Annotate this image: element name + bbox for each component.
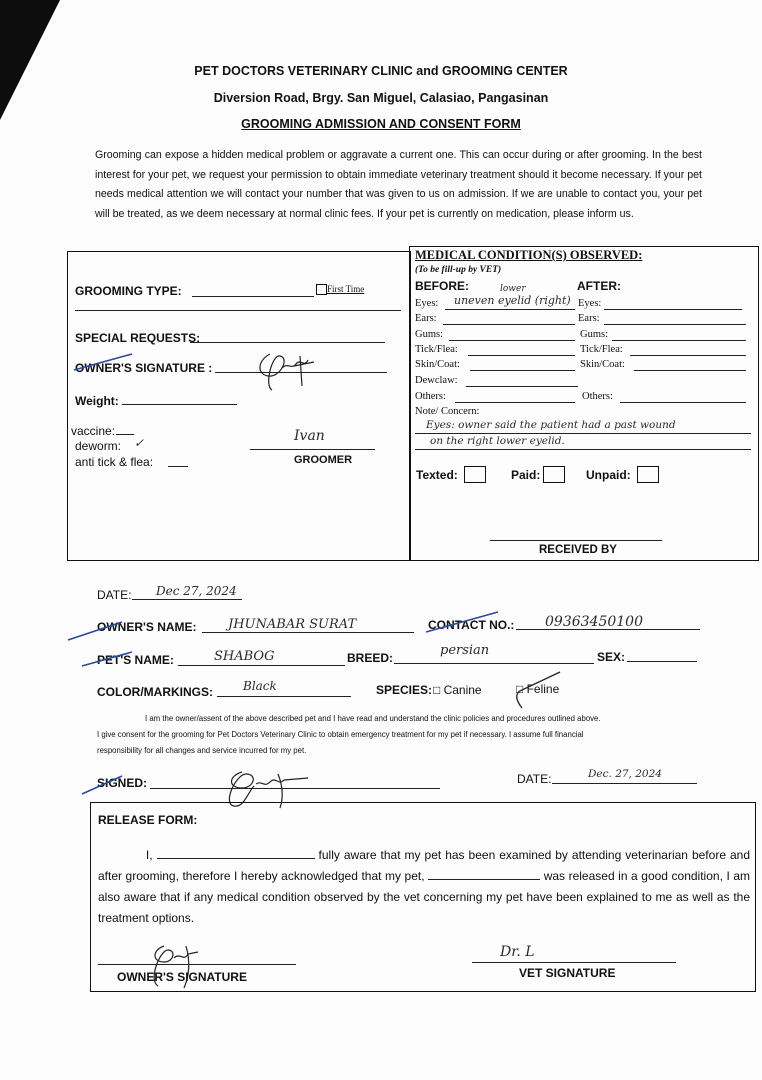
others-after-label: Others: (582, 391, 613, 402)
received-by-label: RECEIVED BY (539, 544, 617, 556)
date2-field[interactable] (552, 783, 697, 784)
others-before-label: Others: (415, 391, 446, 402)
first-time-label: First Time (327, 284, 365, 294)
skin-after-field[interactable] (634, 370, 746, 371)
paid-label: Paid: (511, 468, 541, 482)
received-by-field[interactable] (490, 540, 662, 541)
eyes-after-label: Eyes: (578, 298, 602, 309)
grooming-type-label: GROOMING TYPE: (75, 284, 182, 298)
eyes-before-field[interactable] (445, 309, 575, 310)
release-text (98, 845, 750, 929)
note-line-2: on the right lower eyelid. (430, 435, 565, 447)
sex-field[interactable] (627, 661, 697, 662)
after-label: AFTER: (577, 279, 621, 293)
deworm-label: deworm: (75, 439, 122, 453)
release-owner-signature-scribble (140, 940, 210, 994)
release-pet-field[interactable] (428, 867, 540, 880)
dewclaw-field[interactable] (466, 386, 578, 387)
deworm-mark: ✓ (134, 436, 145, 450)
tick-after-label: Tick/Flea: (580, 344, 623, 355)
anti-tick-field[interactable] (168, 466, 188, 467)
tick-before-label: Tick/Flea: (415, 344, 458, 355)
note-field-2[interactable] (415, 449, 751, 450)
date-value: Dec 27, 2024 (156, 584, 237, 598)
pet-name-label: PET'S NAME: (97, 653, 174, 667)
date2-value: Dec. 27, 2024 (588, 768, 662, 780)
texted-checkbox[interactable] (464, 466, 486, 483)
gums-before-field[interactable] (449, 340, 575, 341)
unpaid-checkbox[interactable] (637, 466, 659, 483)
species-label: SPECIES: (376, 683, 433, 697)
vaccine-label: vaccine: (71, 424, 116, 438)
color-value: Black (243, 679, 277, 693)
consent-line-3: responsibility for all changes and service incurred for my pet. (97, 746, 307, 755)
clinic-name: PET DOCTORS VETERINARY CLINIC and GROOMING CENTER (194, 64, 568, 78)
special-requests-field[interactable] (190, 342, 385, 343)
texted-label: Texted: (416, 468, 458, 482)
checkmark-stroke-icon (66, 610, 506, 644)
owner-signature-label: OWNER'S SIGNATURE : (75, 361, 213, 375)
vet-sig-field[interactable] (472, 962, 676, 963)
release-t2: fully aware that my pet has been examined by attending veterinarian before and after grooming, therefore I hereby acknowledged that my pet, (98, 848, 750, 883)
note-label: Note/ Concern: (415, 406, 480, 417)
vet-sig-label: VET SIGNATURE (519, 966, 616, 980)
eyes-before-note: lower (500, 284, 526, 294)
groomer-label: GROOMER (294, 454, 353, 466)
signed-label: SIGNED: (97, 776, 148, 790)
contact-value: 09363450100 (545, 614, 643, 630)
check-feline-mark (508, 668, 568, 712)
eyes-after-field[interactable] (604, 309, 742, 310)
gums-after-label: Gums: (580, 329, 609, 340)
consent-line-1: I am the owner/assent of the above described pet and I have read and understand the clinic policies and procedures outlined above. (145, 714, 601, 723)
before-label: BEFORE: (415, 279, 469, 293)
ears-before-label: Ears: (415, 313, 437, 324)
release-name-field[interactable] (157, 846, 315, 859)
eyes-before-label: Eyes: (415, 298, 439, 309)
pet-name-field[interactable] (178, 665, 345, 666)
date2-label: DATE: (517, 772, 552, 786)
dewclaw-label: Dewclaw: (415, 375, 458, 386)
groomer-name: Ivan (294, 428, 325, 444)
breed-field[interactable] (394, 663, 594, 664)
contact-label: CONTACT NO.: (428, 618, 515, 632)
checkmark-stroke-icon (80, 646, 140, 670)
clinic-address: Diversion Road, Brgy. San Miguel, Calasiao, Pangasinan (213, 91, 549, 105)
anti-tick-label: anti tick & flea: (75, 455, 154, 469)
gums-before-label: Gums: (415, 329, 444, 340)
note-field-1[interactable] (415, 433, 751, 434)
tick-before-field[interactable] (468, 355, 575, 356)
ears-after-label: Ears: (578, 313, 600, 324)
form-title: GROOMING ADMISSION AND CONSENT FORM (241, 117, 521, 131)
date-label: DATE: (97, 588, 132, 602)
release-owner-sig-label: OWNER'S SIGNATURE (117, 970, 247, 984)
eyes-before-value: uneven eyelid (right) (454, 294, 571, 307)
owner-name-label: OWNER'S NAME: (97, 620, 197, 634)
release-t3: was released in a good condition, I am also aware that if any medical condition observed by the vet concerning my pet have been explained to me as well as the treatment options. (98, 869, 750, 925)
grooming-type-field[interactable] (192, 296, 314, 297)
intro-paragraph: Grooming can expose a hidden medical problem or aggravate a current one. This can occur during or after grooming. In the best interest for your pet, we request your permission to obtain immediate veterinary treatment should it become necessary. If your pet needs medical attention we will contact your number that was given to us on admission. If we are unable to contact you, your pet will be treated, as we deem necessary at normal clinic fees. If your pet is currently on medication, please inform us. (95, 149, 702, 220)
gums-after-field[interactable] (612, 340, 746, 341)
medical-title: MEDICAL CONDITION(S) OBSERVED: (415, 248, 643, 262)
grooming-type-field-2[interactable] (75, 310, 401, 311)
checkmark-stroke-icon (72, 350, 142, 374)
vet-signature-value: Dr. L (500, 944, 535, 960)
owner-signature-scribble (250, 346, 320, 398)
breed-label: BREED: (347, 651, 394, 665)
others-after-field[interactable] (620, 402, 746, 403)
vaccine-field[interactable] (116, 434, 134, 435)
release-t1: I, (145, 848, 153, 862)
groomer-field[interactable] (250, 449, 375, 450)
others-before-field[interactable] (455, 402, 575, 403)
note-line-1: Eyes: owner said the patient had a past wound (426, 419, 676, 431)
medical-subtitle: (To be fill-up by VET) (415, 265, 502, 275)
color-label: COLOR/MARKINGS: (97, 685, 213, 699)
color-field[interactable] (217, 696, 351, 697)
date-field[interactable] (132, 599, 242, 600)
breed-value: persian (440, 643, 490, 658)
ears-before-field[interactable] (443, 324, 575, 325)
weight-field[interactable] (122, 404, 237, 405)
weight-label: Weight: (75, 394, 119, 408)
owner-name-value: JHUNABAR SURAT (228, 617, 357, 632)
skin-before-label: Skin/Coat: (415, 359, 460, 370)
skin-after-label: Skin/Coat: (580, 359, 625, 370)
unpaid-label: Unpaid: (586, 468, 631, 482)
canine-option[interactable]: □ Canine (433, 683, 482, 697)
first-time-checkbox[interactable] (316, 284, 327, 295)
paid-checkbox[interactable] (543, 466, 565, 483)
consent-line-2: I give consent for the grooming for Pet Doctors Veterinary Clinic to obtain emergency treatment for my pet if necessary. I assume full financial (97, 730, 584, 739)
feline-option[interactable]: □ Feline (516, 682, 560, 696)
tick-after-field[interactable] (630, 355, 746, 356)
special-requests-label: SPECIAL REQUESTS: (75, 331, 201, 345)
release-title: RELEASE FORM: (98, 813, 198, 827)
ears-after-field[interactable] (604, 324, 746, 325)
sex-label: SEX: (597, 650, 626, 664)
pet-name-value: SHABOG (214, 649, 275, 664)
skin-before-field[interactable] (470, 370, 575, 371)
checkmark-stroke-icon (80, 768, 130, 798)
